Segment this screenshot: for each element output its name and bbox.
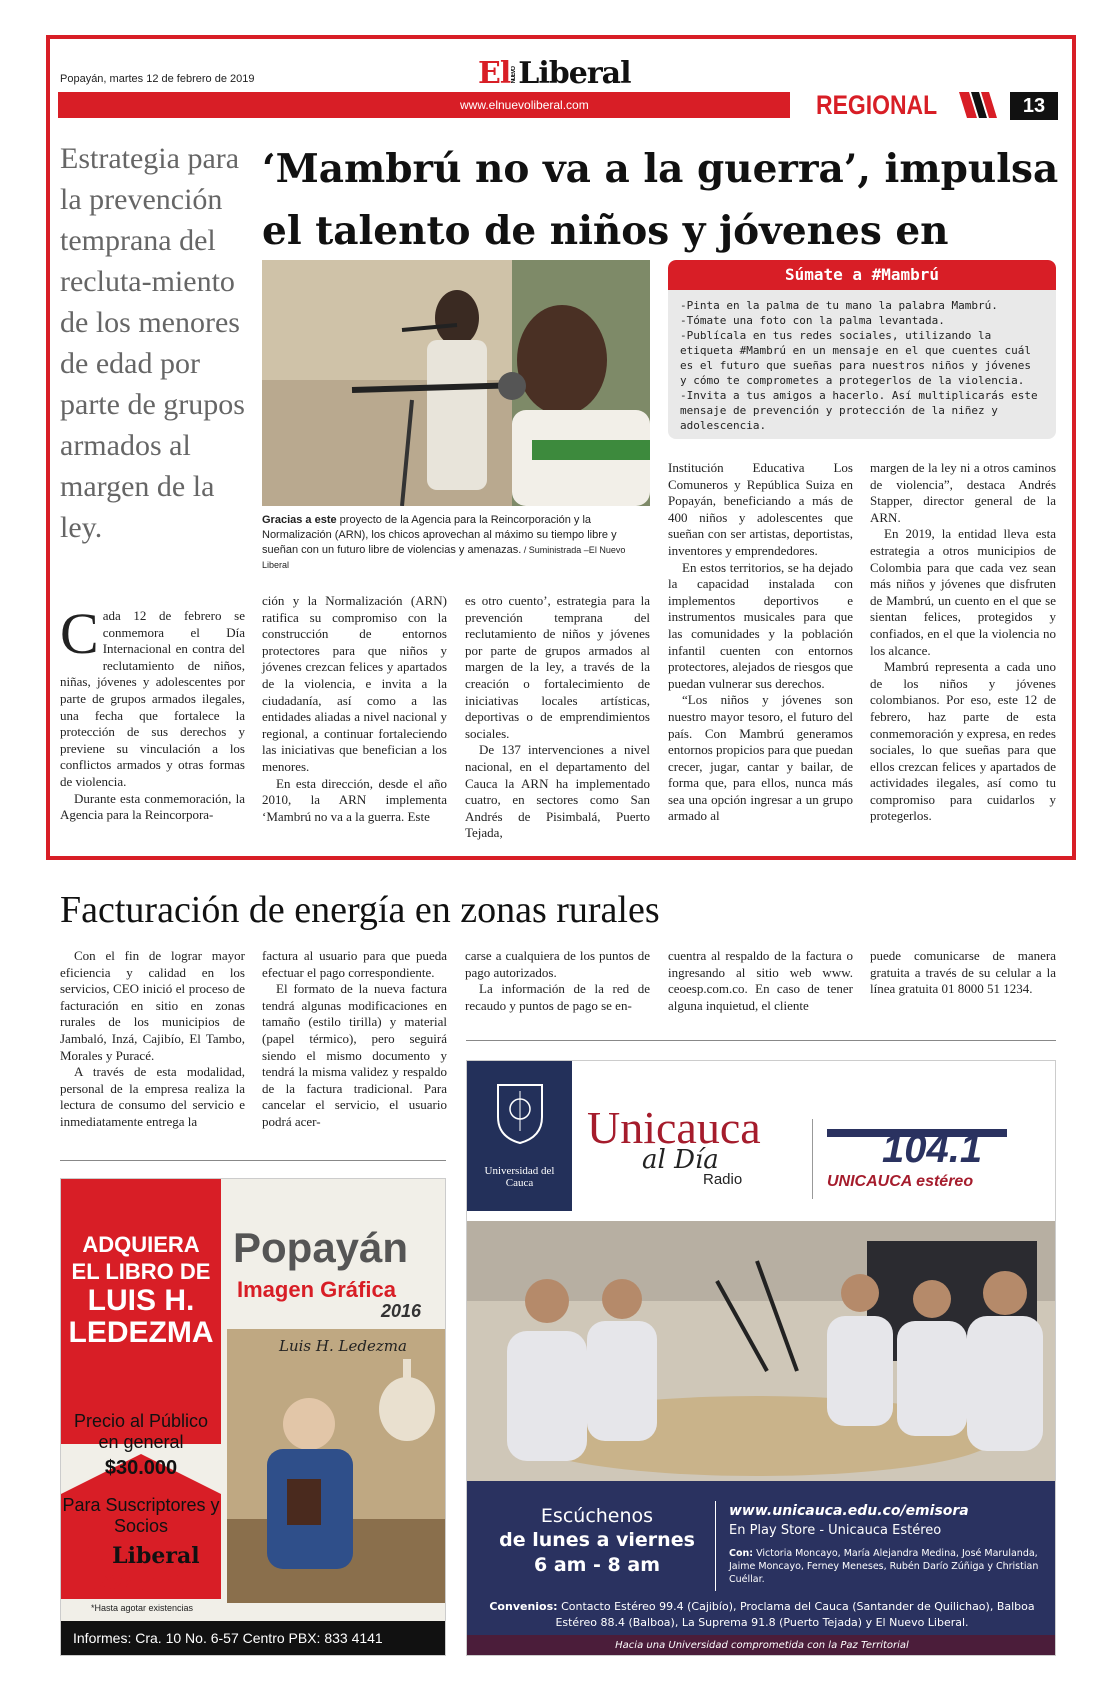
article-column-5 — [870, 460, 1056, 825]
paragraph: Institución Educativa Los Comuneros y República Suiza en Popayán, beneficiando a más de 400 niños y adolescentes que sueñan con ser artistas, deportistas, inventores y emprendedores. — [668, 460, 853, 558]
article-column-1 — [60, 601, 245, 824]
paragraph: En 2019, la entidad lleva esta estrategia a otros municipios de Colombia para que cada vez sean más niños y jóvenes que disfruten de Mambrú, un cuento en el que se sientan felices, protegidos y confiados, en el que la violencia no los alcance. — [870, 526, 1056, 658]
box-line: -Pinta en la palma de tu mano la palabra Mambrú. — [680, 299, 998, 312]
article-2-column-4 — [668, 948, 853, 1014]
article-column-3 — [465, 593, 650, 842]
paragraph: A través de esta modalidad, personal de la empresa realiza la lectura de consumo del servicio e inmediatamente entrega la — [60, 1064, 245, 1129]
program-hosts: Con: Victoria Moncayo, María Alejandra Medina, José Marulanda, Jaime Moncayo, Ferney Meneses, Rubén Darío Zúñiga y Christian Cuéllar. — [729, 1548, 1039, 1585]
book-title: Popayán — [233, 1224, 409, 1271]
divider — [466, 1040, 1056, 1041]
header-bar — [58, 92, 790, 118]
slogan-bar — [467, 1635, 1056, 1656]
slogan: Hacia una Universidad comprometida con la Paz Territorial — [615, 1640, 909, 1651]
divider — [715, 1501, 716, 1591]
call-to-action-box — [668, 260, 1056, 439]
subscriber-label: Para Suscriptores y Socios — [62, 1495, 220, 1536]
subscriber-logo: ElLiberal — [87, 1543, 200, 1569]
price-block: Precio al Público en general — [73, 1411, 209, 1452]
radio-team-image — [467, 1221, 1056, 1481]
article-headline: ‘Mambrú no va a la guerra’, impulsa el talento de niños y jóvenes en — [262, 146, 1059, 254]
article-column-2 — [262, 593, 447, 825]
public-price: $30.000 — [104, 1457, 178, 1479]
article-2-column-2 — [262, 948, 447, 1131]
article-kicker: Estrategia para la prevención temprana del recluta-miento de los menores de edad por parte de grupos armados al margen de la ley. — [60, 142, 245, 544]
ad-headline: ADQUIERA EL LIBRO DE LUIS H. LEDEZMA — [68, 1232, 214, 1349]
program-info-panel — [467, 1481, 1055, 1656]
box-line: -Publícala en tus redes sociales, utilizando la etiqueta #Mambrú en un mensaje en el que cuentes cuál es el futuro que sueñas para nuestros niños y jóvenes y cómo te comprometes a protegerlos de la violencia. — [680, 329, 1031, 387]
box-title: Súmate a #Mambrú — [668, 260, 1056, 290]
radio-advertisement[interactable] — [466, 1060, 1056, 1656]
university-name: Universidad del Cauca — [484, 1165, 555, 1189]
article-2-column-1 — [60, 948, 245, 1131]
paragraph: En esta dirección, desde el año 2010, la ARN implementa ‘Mambrú no va a la guerra. Este — [262, 775, 447, 824]
paragraph: “Los niños y jóvenes son nuestro mayor tesoro, el futuro del país. Con Mambrú generamos entornos propicios para que puedan crecer, jugar, cantar y bailar, de forma que, para ellos, nunca más sea una opción ingresar a un grupo armado al — [668, 692, 853, 824]
paragraph: puede comunicarse de manera gratuita a través de su celular a la línea gratuita 01 8000 51 1234. — [870, 948, 1056, 997]
university-seal-icon — [494, 1081, 546, 1145]
paragraph: De 137 intervenciones a nivel nacional, en el departamento del Cauca la ARN ha implementado cuatro, en sectores como San Andrés de Pisimbalá, Puerto Tejada, — [465, 742, 650, 841]
divider — [60, 1160, 446, 1161]
page-number: 13 — [1010, 92, 1058, 120]
station-frequency: 104.1 — [882, 1127, 983, 1171]
station-website[interactable]: www.unicauca.edu.co/emisora — [729, 1503, 969, 1519]
website-url[interactable]: www.elnuevoliberal.com — [460, 98, 589, 112]
paragraph: margen de la ley ni a otros caminos de violencia”, destaca Andrés Stapper, director general de la ARN. — [870, 460, 1056, 525]
station-name: UNICAUCA estéreo — [827, 1173, 974, 1190]
article-2-headline: Facturación de energía en zonas rurales — [60, 889, 660, 931]
box-line: -Tómate una foto con la palma levantada. — [680, 314, 945, 327]
author-signature: Luis H. Ledezma — [279, 1337, 407, 1355]
studio-photo — [467, 1221, 1056, 1481]
paragraph: El formato de la nueva factura tendrá algunas modificaciones en tamaño (estilo tirilla) y material (papel térmico), pero seguirá siendo el mismo documento y tendrá la misma validez y respaldo de la factura tradicional. Para cancelar el servicio, el usuario podrá acer- — [262, 981, 447, 1129]
subscriber-price: $24.000 — [94, 1569, 188, 1599]
box-body — [668, 290, 1056, 439]
book-year: 2016 — [381, 1301, 422, 1321]
program-radio-label: Radio — [703, 1171, 743, 1188]
ad-contact-bar: Informes: Cra. 10 No. 6-57 Centro PBX: 833 4141 — [61, 1621, 445, 1655]
program-subtitle: al Día — [642, 1145, 719, 1175]
paragraph: es otro cuento’, estrategia para la prevención temprana del reclutamiento de niños y jóvenes por parte de grupos armados al margen de la ley, a través de la creación o fortalecimiento de iniciativas locales artísticas, deportivas o de emprendimientos sociales. — [465, 593, 650, 741]
stock-note: *Hasta agotar existencias — [91, 1603, 194, 1613]
edition-date: Popayán, martes 12 de febrero de 2019 — [60, 73, 255, 85]
divider — [812, 1119, 813, 1199]
play-store-label[interactable]: En Play Store - Unicauca Estéreo — [729, 1523, 942, 1538]
university-seal-panel — [467, 1061, 572, 1211]
section-label: REGIONAL — [816, 90, 938, 120]
article-column-4 — [668, 460, 853, 825]
author-photo — [227, 1329, 445, 1603]
paragraph: Durante esta conmemoración, la Agencia para la Reincorpora- — [60, 790, 245, 823]
paragraph: La información de la red de recaudo y puntos de pago se en- — [465, 981, 650, 1013]
kids-singing-image — [262, 260, 650, 506]
paragraph: factura al usuario para que pueda efectuar el pago correspondiente. — [262, 948, 447, 980]
newspaper-logo[interactable]: ElNUEVOLiberal — [478, 56, 631, 91]
agreements: Convenios: Contacto Estéreo 99.4 (Cajibío), Proclama del Cauca (Santander de Quilichao), Balboa Estéreo 88.4 (Balboa), La Suprema 91.8 (Puerto Tejada) y El Nuevo Liberal. — [489, 1600, 1035, 1629]
book-advertisement[interactable] — [60, 1178, 446, 1656]
paragraph: Mambrú representa a cada uno de los niños y jóvenes colombianos. Por eso, este 12 de febrero, haz parte de esta conmemoración y expresa, en redes sociales, lo que sueñas para que ellos crezcan felices y apartados de actividades ilegales, así como tu compromiso para cuidarlos y protegerlos. — [870, 659, 1056, 824]
drop-cap: C — [60, 601, 99, 666]
program-hours: 6 am - 8 am — [533, 1554, 661, 1576]
paragraph: carse a cualquiera de los puntos de pago autorizados. — [465, 948, 650, 980]
paragraph: En estos territorios, se ha dejado la capacidad instalada con implementos deportivos e instrumentos musicales para que las comunidades y la población infantil cuenten con entornos protectores, alejados de riesgos que puedan vulnerar sus derechos. — [668, 559, 853, 691]
article-2-column-5 — [870, 948, 1056, 998]
stripes-ornament — [955, 92, 1015, 118]
book-cover-image — [227, 1329, 445, 1603]
program-brand: Unicauca — [587, 1102, 761, 1153]
paragraph: ción y la Normalización (ARN) ratifica su compromiso con la construcción de entornos protectores para que niños y jóvenes crezcan felices y apartados de la violencia, e invita a la ciudadanía, así como a las entidades aliadas a nivel nacional y regional, a continuar fortaleciendo las iniciativas que benefician a los menores. — [262, 593, 447, 774]
program-days: de lunes a viernes — [499, 1529, 695, 1551]
listen-label: Escúchenos — [540, 1505, 654, 1527]
article-2-column-3 — [465, 948, 650, 1014]
article-photo — [262, 260, 650, 506]
paragraph: cuentra al respaldo de la factura o ingresando al sitio web www. ceoesp.com.co. En caso de tener alguna inquietud, el cliente — [668, 948, 853, 1013]
photo-caption: Gracias a este proyecto de la Agencia para la Reincorporación y la Normalización (ARN), los chicos aprovechan al máximo su tiempo libre y sueñan con un futuro libre de violencias y amenazas. / Suministrada –El Nuevo Liberal — [262, 514, 626, 570]
paragraph: ada 12 de febrero se conmemora el Día Internacional en contra del reclutamiento de niños, niñas, jóvenes y adolescentes por parte de grupos armados ilegales, una fecha que fortalece la protección de sus derechos y previene su vinculación a los conflictos armados y otras formas de violencia. — [60, 608, 245, 789]
box-line: -Invita a tus amigos a hacerlo. Así multiplicarás este mensaje de prevención y protección de la niñez y adolescencia. — [680, 389, 1038, 432]
book-subtitle: Imagen Gráfica — [237, 1277, 396, 1302]
paragraph: Con el fin de lograr mayor eficiencia y calidad en los servicios, CEO inició el proceso de facturación en sitio en zonas rurales de los municipios de Jambaló, Inzá, Cajibío, El Tambo, Morales y Puracé. — [60, 948, 245, 1063]
